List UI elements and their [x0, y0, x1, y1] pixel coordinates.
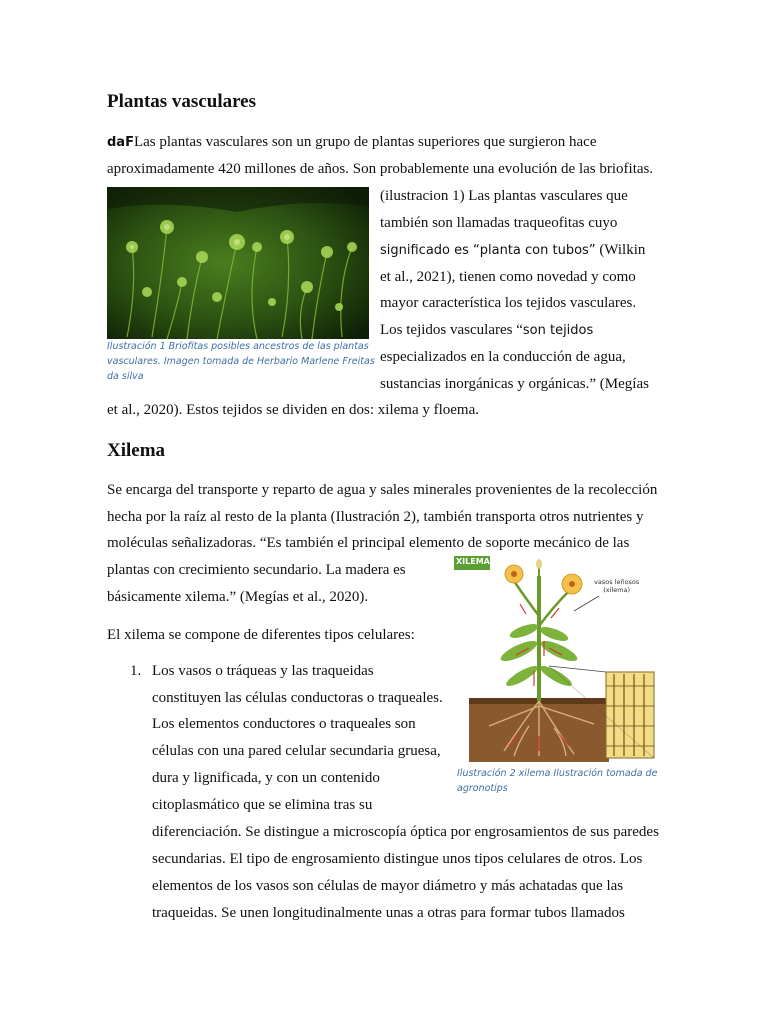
- label-line: (xilema): [603, 586, 631, 594]
- caption-line: da silva: [107, 371, 144, 382]
- paragraph-line: aproximadamente 420 millones de años. Son probablemente una evolución de las briofitas.: [107, 161, 654, 177]
- paragraph-line: también son llamadas traqueofitas cuyo: [380, 215, 618, 231]
- list-line: secundarias. El tipo de engrosamiento distingue unos tipos celulares de otros. Los: [152, 851, 643, 867]
- paragraph-line: (ilustracion 1) Las plantas vasculares que: [380, 188, 628, 204]
- stray-prefix: daF: [107, 135, 134, 150]
- figure-caption: [457, 766, 667, 796]
- list-line: citoplasmático que se elimina tras su: [152, 797, 373, 813]
- caption-line: Ilustración 1 Briofitas posibles ancestros de las plantas: [107, 341, 369, 352]
- paragraph-line: sustancias inorgánicas y orgánicas.” (Megías: [380, 376, 649, 392]
- list-line: células con una pared celular secundaria gruesa,: [152, 743, 441, 759]
- paragraph-line: El xilema se compone de diferentes tipos celulares:: [107, 627, 415, 643]
- caption-line: agronotips: [457, 783, 508, 794]
- paragraph-line: et al., 2020). Estos tejidos se dividen en dos: xilema y floema.: [107, 402, 480, 418]
- list-line: traqueidas. Se unen longitudinalmente unas a otras para formar tubos llamados: [152, 905, 625, 921]
- list-line: constituyen las células conductoras o traqueales.: [152, 690, 443, 706]
- paragraph-line: hecha por la raíz al resto de la planta (Ilustración 2), también transporta otros nutrientes y: [107, 509, 644, 525]
- text: Las plantas vasculares son un grupo de plantas superiores que surgieron hace: [133, 134, 597, 150]
- caption-line: vasculares. Imagen tomada de Herbario Marlene Freitas: [107, 356, 375, 367]
- paragraph-line: especializados en la conducción de agua,: [380, 349, 626, 365]
- moss-photo: [107, 187, 369, 339]
- paragraph-line: [380, 321, 593, 340]
- paragraph-line: mayor característica los tejidos vasculares.: [380, 295, 637, 311]
- figure-badge: XILEMA: [456, 557, 490, 566]
- section-heading: Xilema: [107, 440, 166, 461]
- caption-line: Ilustración 2 xilema Ilustración tomada de: [457, 768, 658, 779]
- xilema-illustration: [454, 556, 660, 762]
- list-line: Los elementos conductores o traqueales son: [152, 716, 416, 732]
- paragraph-line: [380, 241, 645, 260]
- figure-caption: [107, 339, 375, 384]
- list-line: elementos de los vasos son células de mayor diámetro y más achatadas que las: [152, 878, 624, 894]
- text: Los tejidos vasculares “: [380, 322, 523, 338]
- paragraph-line: et al., 2021), tienen como novedad y como: [380, 269, 636, 285]
- quoted-text: son tejidos: [522, 323, 594, 338]
- label-line: vasos leñosos: [594, 578, 640, 586]
- paragraph-line: moléculas señalizadoras. “Es también el principal elemento de soporte mecánico de las: [107, 535, 630, 551]
- section-heading: Plantas vasculares: [107, 91, 257, 112]
- paragraph-line: plantas con crecimiento secundario. La madera es: [107, 562, 406, 578]
- paragraph-line: básicamente xilema.” (Megías et al., 2020).: [107, 589, 369, 605]
- quoted-text: significado es “planta con tubos”: [380, 243, 596, 258]
- text: (Wilkin: [595, 242, 646, 258]
- list-line: diferenciación. Se distingue a microscopía óptica por engrosamientos de sus paredes: [152, 824, 659, 840]
- list-marker: 1.: [130, 663, 142, 679]
- list-line: dura y lignificada, y con un contenido: [152, 770, 380, 786]
- paragraph-line: Se encarga del transporte y reparto de agua y sales minerales provenientes de la recolección: [107, 482, 658, 498]
- list-line: Los vasos o tráqueas y las traqueidas: [152, 663, 374, 679]
- vessel-label: [594, 578, 639, 594]
- paragraph-line: [107, 133, 596, 152]
